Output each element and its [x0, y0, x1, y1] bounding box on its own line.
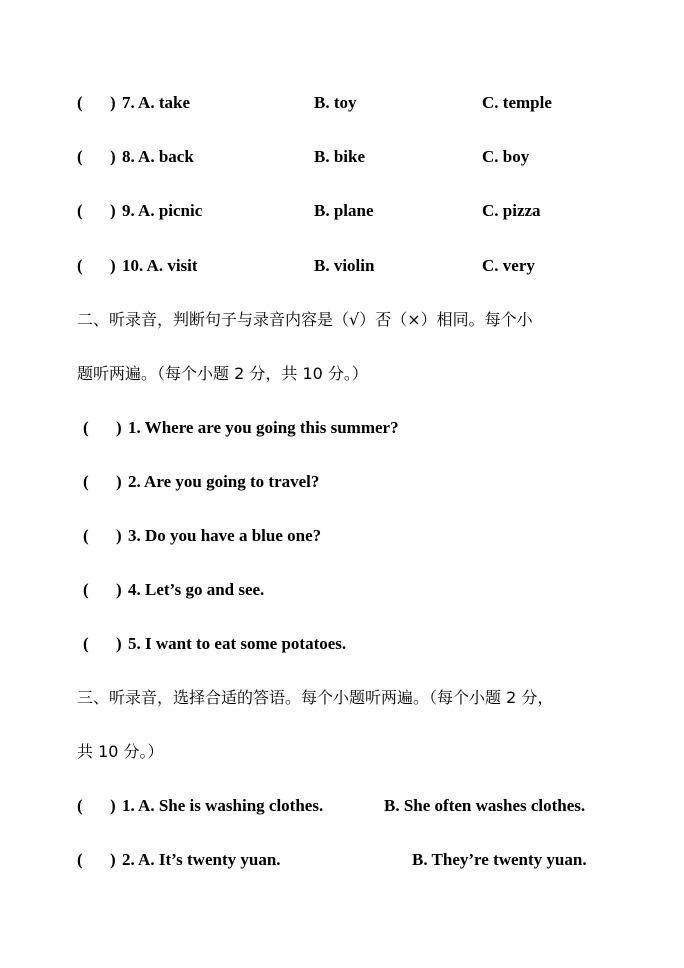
answer-paren-open: ( [77, 201, 83, 220]
answer-paren-open: ( [77, 256, 83, 275]
section-heading-continued: 共 10 分。） [77, 742, 164, 761]
answer-paren-open: ( [83, 580, 89, 599]
option-b: B. They’re twenty yuan. [412, 850, 587, 869]
answer-paren-close: ) [110, 850, 116, 869]
question-row [0, 256, 684, 278]
statement: 3. Do you have a blue one? [128, 526, 322, 545]
answer-paren-open: ( [83, 634, 89, 653]
answer-paren-close: ) [116, 472, 122, 491]
question-row [0, 580, 684, 602]
option-a: 2. A. It’s twenty yuan. [122, 850, 281, 869]
section-heading: 三、听录音，选择合适的答语。每个小题听两遍。（每个小题 2 分， [77, 688, 554, 707]
question-row [0, 472, 684, 494]
answer-paren-open: ( [83, 526, 89, 545]
answer-paren-open: ( [77, 850, 83, 869]
question-row [0, 201, 684, 223]
option-a: 9. A. picnic [122, 201, 203, 220]
option-a: 7. A. take [122, 93, 190, 112]
statement: 1. Where are you going this summer? [128, 418, 399, 437]
section-heading-continued: 题听两遍。（每个小题 2 分，共 10 分。） [77, 364, 368, 383]
statement: 4. Let’s go and see. [128, 580, 265, 599]
answer-paren-close: ) [110, 93, 116, 112]
question-row [0, 418, 684, 440]
question-row [0, 850, 684, 872]
option-c: C. boy [482, 147, 530, 166]
question-row [0, 526, 684, 548]
answer-paren-open: ( [77, 796, 83, 815]
answer-paren-close: ) [116, 580, 122, 599]
question-row [0, 93, 684, 115]
option-a: 8. A. back [122, 147, 194, 166]
answer-paren-open: ( [77, 93, 83, 112]
answer-paren-close: ) [110, 796, 116, 815]
option-a: 1. A. She is washing clothes. [122, 796, 324, 815]
statement: 5. I want to eat some potatoes. [128, 634, 347, 653]
option-b: B. She often washes clothes. [384, 796, 586, 815]
option-c: C. very [482, 256, 535, 275]
answer-paren-close: ) [110, 147, 116, 166]
question-row [0, 634, 684, 656]
answer-paren-open: ( [77, 147, 83, 166]
question-row [0, 796, 684, 818]
option-a: 10. A. visit [122, 256, 198, 275]
answer-paren-open: ( [83, 472, 89, 491]
statement: 2. Are you going to travel? [128, 472, 320, 491]
answer-paren-close: ) [116, 526, 122, 545]
answer-paren-open: ( [83, 418, 89, 437]
answer-paren-close: ) [116, 418, 122, 437]
option-b: B. bike [314, 147, 366, 166]
option-c: C. pizza [482, 201, 541, 220]
section-heading: 二、听录音，判断句子与录音内容是（√）否（×）相同。每个小 [77, 310, 533, 329]
answer-paren-close: ) [110, 256, 116, 275]
option-b: B. toy [314, 93, 357, 112]
answer-paren-close: ) [116, 634, 122, 653]
question-row [0, 147, 684, 169]
option-c: C. temple [482, 93, 552, 112]
option-b: B. plane [314, 201, 374, 220]
answer-paren-close: ) [110, 201, 116, 220]
option-b: B. violin [314, 256, 375, 275]
